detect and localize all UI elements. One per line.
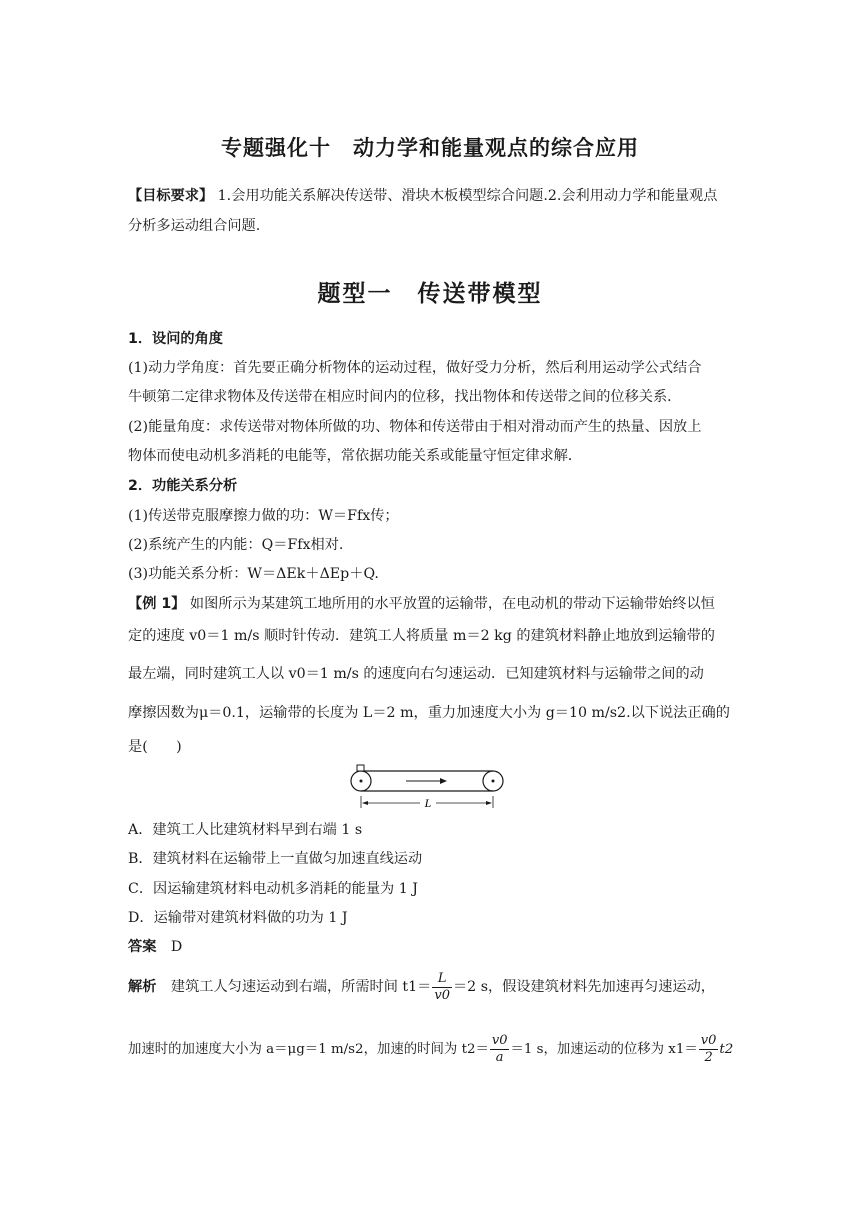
goal-text-1: 1.会用功能关系解决传送带、滑块木板模型综合问题.2.会利用动力学和能量观点	[217, 188, 718, 204]
section-title: 题型一 传送带模型	[317, 281, 543, 307]
analysis-text-2a: 加速时的加速度大小为 a＝μg＝1 m/s2，加速的时间为 t2＝	[128, 1042, 489, 1057]
analysis-line-2	[128, 1033, 738, 1067]
length-label: L	[424, 796, 432, 810]
formula-3: (3)功能关系分析：W＝ΔEk＋ΔEp＋Q.	[128, 566, 379, 582]
example-tag: 【例 1】	[128, 596, 186, 612]
example-text-1: 如图所示为某建筑工地所用的水平放置的运输带，在电动机的带动下运输带始终以恒	[189, 596, 715, 612]
example-line-1	[128, 594, 738, 614]
conveyor-figure	[348, 762, 518, 812]
frac-denominator: 2	[704, 1050, 713, 1065]
fraction-L-v0	[432, 971, 452, 1004]
analysis-text-1a: 建筑工人匀速运动到右端，所需时间 t1＝	[170, 979, 432, 995]
para-1-line-1: (1)动力学角度：首先要正确分析物体的运动过程，做好受力分析，然后利用运动学公式结合	[128, 360, 702, 376]
analysis-line-1	[128, 970, 738, 1004]
frac-numerator: v0	[700, 1033, 717, 1048]
answer-line	[128, 937, 738, 957]
option-d: D．运输带对建筑材料做的功为 1 J	[128, 910, 348, 926]
answer-label: 答案	[128, 939, 157, 955]
goal-text-2: 分析多运动组合问题.	[128, 218, 261, 234]
formula-2: (2)系统产生的内能：Q＝Ffx相对.	[128, 537, 344, 553]
frac-numerator: L	[432, 971, 452, 988]
goal-line-1	[128, 186, 738, 206]
material-block-icon	[357, 765, 364, 771]
example-text-5: 是( )	[128, 739, 182, 755]
fraction-v0-2	[699, 1033, 719, 1066]
page-title: 专题强化十 动力学和能量观点的综合应用	[221, 136, 639, 160]
answer-value: D	[170, 939, 183, 955]
heading-1: 1．设问的角度	[128, 331, 223, 347]
example-text-4: 摩擦因数为μ＝0.1，运输带的长度为 L＝2 m，重力加速度大小为 g＝10 m/s2.以下说法正确的	[128, 705, 730, 721]
analysis-text-1b: ＝2 s，假设建筑材料先加速再匀速运动，	[452, 979, 715, 995]
fraction-v0-a	[490, 1033, 510, 1066]
analysis-label: 解析	[128, 979, 157, 995]
example-text-3: 最左端，同时建筑工人以 v0＝1 m/s 的速度向右匀速运动．已知建筑材料与运输带之间的动	[128, 666, 704, 682]
formula-1: (1)传送带克服摩擦力做的功：W＝Ffx传；	[128, 508, 399, 524]
para-2-line-1: (2)能量角度：求传送带对物体所做的功、物体和传送带由于相对滑动而产生的热量、因放上	[128, 419, 702, 435]
example-text-2: 定的速度 v0＝1 m/s 顺时针传动．建筑工人将质量 m＝2 kg 的建筑材料静止地放到运输带的	[128, 628, 715, 644]
frac-denominator: a	[495, 1050, 504, 1065]
goal-tag: 【目标要求】	[128, 188, 214, 204]
frac-numerator: v0	[491, 1033, 508, 1048]
para-1-line-2: 牛顿第二定律求物体及传送带在相应时间内的位移，找出物体和传送带之间的位移关系．	[128, 389, 682, 405]
para-2-line-2: 物体而使电动机多消耗的电能等，常依据功能关系或能量守恒定律求解．	[128, 448, 583, 464]
frac-denominator: v0	[434, 987, 450, 1003]
heading-2: 2．功能关系分析	[128, 478, 238, 494]
option-b: B．建筑材料在运输带上一直做匀加速直线运动	[128, 851, 423, 867]
option-a: A．建筑工人比建筑材料早到右端 1 s	[128, 822, 363, 838]
analysis-text-2b: ＝1 s，加速运动的位移为 x1＝	[510, 1042, 698, 1057]
analysis-text-2-end: t2	[719, 1042, 734, 1057]
option-c: C．因运输建筑材料电动机多消耗的能量为 1 J	[128, 881, 418, 897]
